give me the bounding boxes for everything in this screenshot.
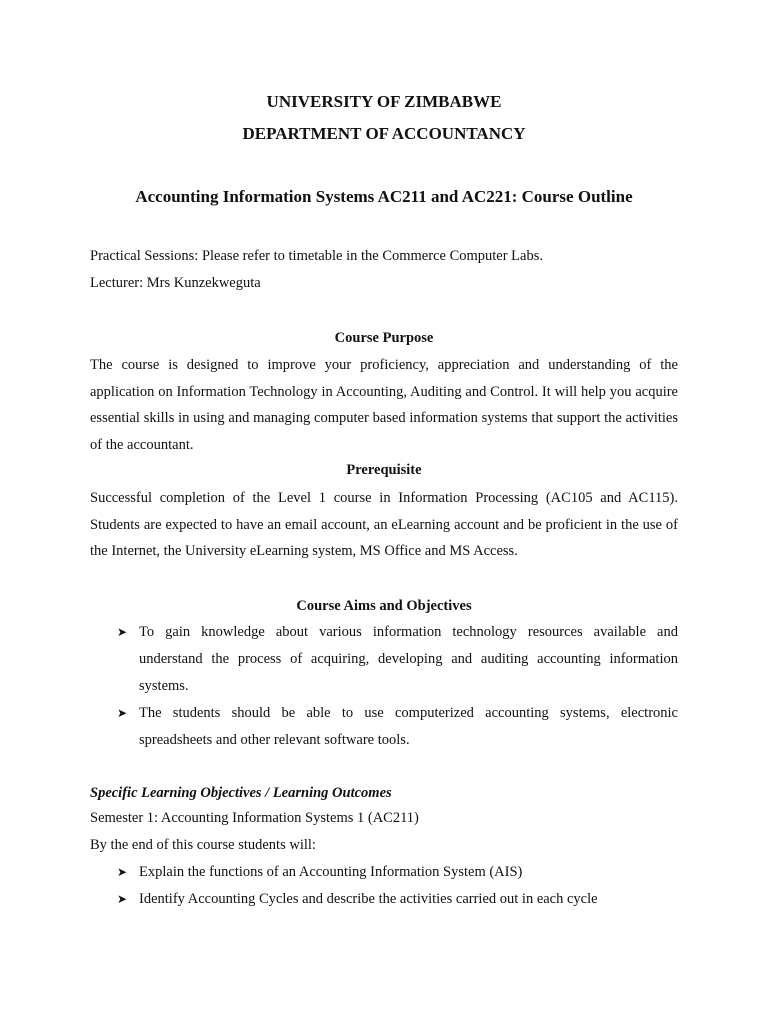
arrow-bullet-icon: ➤: [117, 865, 128, 879]
outcomes-list-item: [117, 859, 678, 886]
semester-text: Semester 1: Accounting Information Systems 1 (AC211): [90, 810, 419, 826]
arrow-bullet-icon: ➤: [117, 892, 128, 906]
university-title: UNIVERSITY OF ZIMBABWE: [266, 92, 502, 111]
arrow-bullet-icon: ➤: [117, 706, 128, 720]
prerequisite-paragraph: Successful completion of the Level 1 course in Information Processing (AC105 and AC115). Students are expected to have an email account, an eLearning account and be proficient in the use of the Internet, the University eLearning system, MS Office and MS Access.: [90, 490, 678, 559]
aims-item-text: To gain knowledge about various information technology resources available and understand the process of acquiring, developing and auditing accounting information systems.: [139, 624, 678, 694]
aims-list-item: [117, 700, 678, 754]
course-aims-heading: Course Aims and Objectives: [296, 598, 472, 614]
outcomes-item-text: Explain the functions of an Accounting Information System (AIS): [139, 864, 523, 880]
course-purpose-heading: Course Purpose: [334, 330, 434, 346]
aims-item-text: The students should be able to use computerized accounting systems, electronic spreadsheets and other relevant software tools.: [139, 705, 678, 748]
aims-list-item: [117, 619, 678, 700]
arrow-bullet-icon: ➤: [117, 625, 128, 639]
practical-sessions-text: Practical Sessions: Please refer to timetable in the Commerce Computer Labs.: [90, 248, 543, 264]
course-title: Accounting Information Systems AC211 and AC221: Course Outline: [135, 187, 633, 206]
learning-outcomes-heading: Specific Learning Objectives / Learning Outcomes: [90, 785, 392, 801]
department-title: DEPARTMENT OF ACCOUNTANCY: [242, 124, 526, 143]
lecturer-text: Lecturer: Mrs Kunzekweguta: [90, 275, 261, 291]
outcomes-list-item: [117, 886, 678, 913]
outcomes-intro-text: By the end of this course students will:: [90, 837, 316, 853]
outcomes-item-text: Identify Accounting Cycles and describe the activities carried out in each cycle: [139, 891, 598, 907]
prerequisite-heading: Prerequisite: [346, 462, 422, 478]
course-purpose-paragraph: The course is designed to improve your proficiency, appreciation and understanding of the application on Information Technology in Accounting, Auditing and Control. It will help you acquire essential skills in using and managing computer based information systems that support the activities of the accountant.: [90, 357, 678, 453]
